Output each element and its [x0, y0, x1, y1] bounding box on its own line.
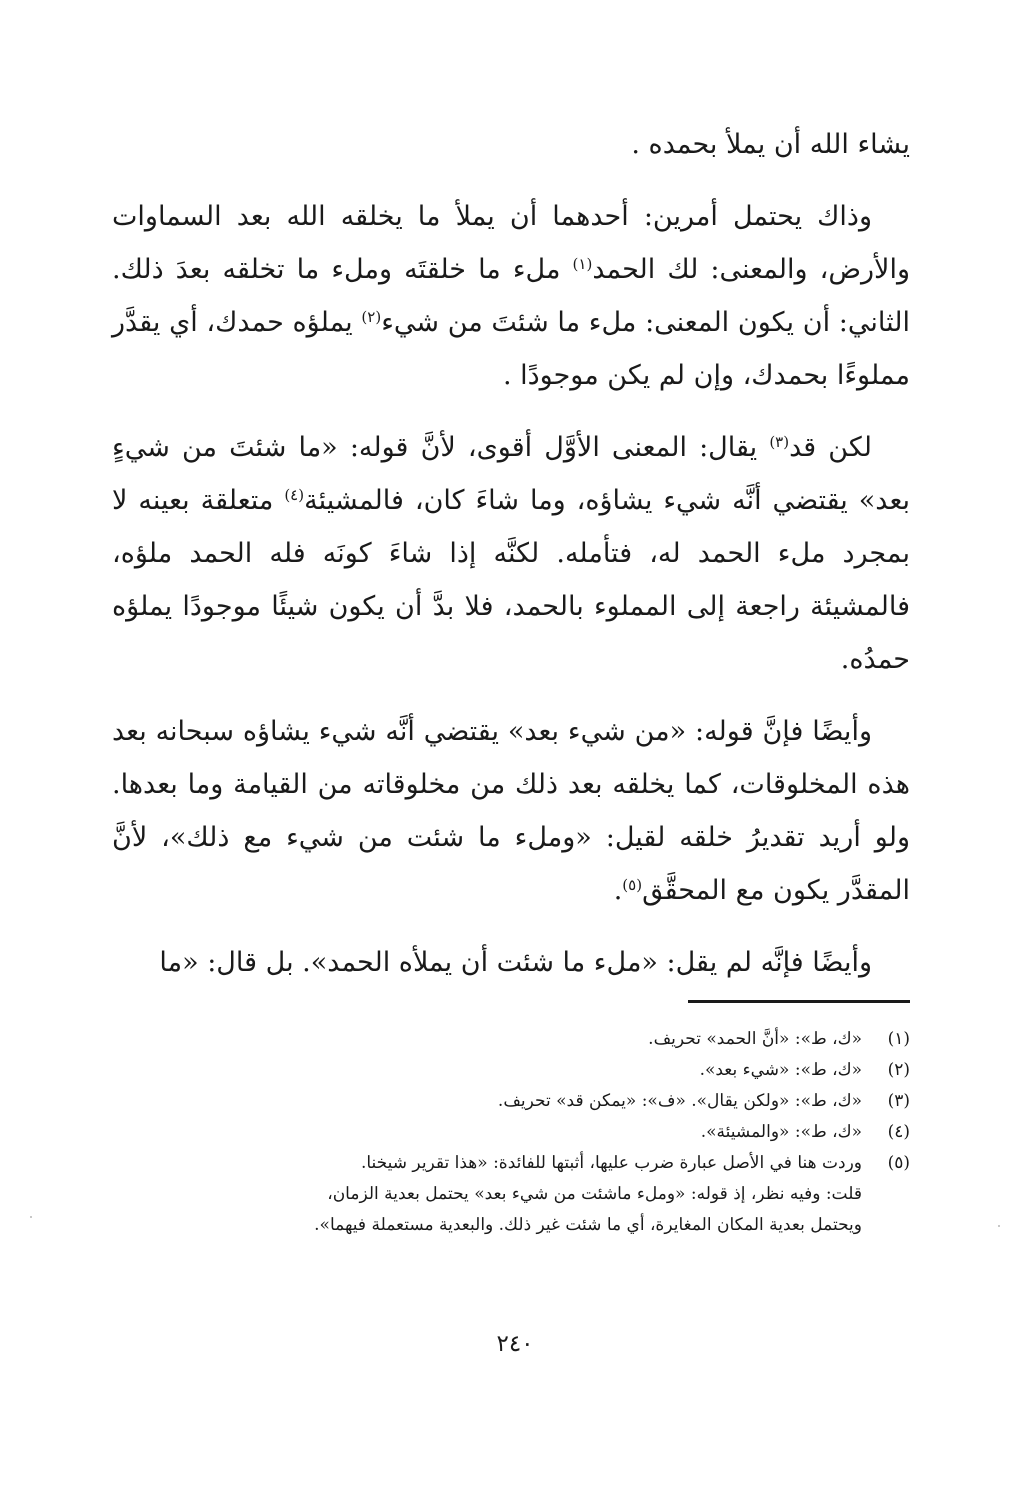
- scan-speck: [998, 1225, 1000, 1227]
- footnote-ref[interactable]: (٥): [622, 876, 643, 894]
- footnote-ref[interactable]: (٣): [769, 433, 790, 451]
- footnote: [112, 1117, 910, 1148]
- footnote-ref[interactable]: (٢): [361, 308, 382, 326]
- footnote-text: «ك، ط»: «شيء بعد».: [699, 1060, 862, 1080]
- footnote: [112, 1148, 910, 1241]
- footnote-number: (٤): [887, 1122, 910, 1142]
- page-number: ٢٤٠: [496, 1331, 534, 1357]
- footnote: [112, 1055, 910, 1086]
- footnote-number: (٥): [887, 1153, 910, 1173]
- footnote-number: (٣): [887, 1091, 910, 1111]
- footnote-number: (١): [887, 1029, 910, 1049]
- footnote-ref[interactable]: (٤): [284, 486, 305, 504]
- text-run: متعلقة بعينه لا بمجرد ملء الحمد له، فتأمله. لكنَّه إذا شاءَ كونَه فله الحمد ملؤه، فالمشيئة راجعة إلى المملوء بالحمد، فلا بدَّ أن يكون شيئًا موجودًا يملؤه حمدُه.: [112, 485, 910, 675]
- text-run: وأيضًا فإنَّه لم يقل: «ملء ما شئت أن يملأه الحمد». بل قال: «ما: [159, 947, 872, 978]
- footnote-ref[interactable]: (١): [572, 255, 593, 273]
- footnote-line: قلت: وفيه نظر، إذ قوله: «وملء ماشئت من شيء بعد» يحتمل بعدية الزمان،: [327, 1184, 862, 1204]
- text-run: وأيضًا فإنَّ قوله: «من شيء بعد» يقتضي أنَّه شيء يشاؤه سبحانه بعد هذه المخلوقات، كما يخلقه بعد ذلك من مخلوقاته من القيامة وما بعدها. ولو أريد تقديرُ خلقه لقيل: «وملء ما شئت من شيء مع ذلك»، لأنَّ المقدَّر يكون مع المحقَّق: [112, 716, 910, 906]
- footnote: [112, 1086, 910, 1117]
- text-run: وذاك يحتمل أمرين: أحدهما أن يملأ ما يخلقه الله بعد السماوات والأرض، والمعنى: لك الحمد: [112, 201, 910, 285]
- text-run: يقال: المعنى الأوَّل أقوى، لأنَّ قوله: «ما شئتَ من شيءٍ بعد» يقتضي أنَّه شيء يشاؤه، وما شاءَ كان، فالمشيئة: [112, 432, 910, 516]
- text-run: يملؤه حمدك، أي يقدَّر مملوءًا بحمدك، وإن لم يكن موجودًا .: [112, 307, 910, 391]
- footnote-text: [112, 1148, 862, 1241]
- paragraph: [112, 421, 910, 686]
- footnotes: [112, 1024, 910, 1241]
- footnote-text: «ك، ط»: «أنَّ الحمد» تحريف.: [648, 1029, 862, 1049]
- footnote-number: (٢): [887, 1060, 910, 1080]
- paragraph: [112, 190, 910, 402]
- text-run: لكن قد: [789, 432, 872, 463]
- paragraph: [112, 118, 910, 171]
- footnote-separator: [688, 1000, 910, 1003]
- footnote: [112, 1024, 910, 1055]
- paragraph: [112, 936, 910, 989]
- footnote-text: «ك، ط»: «والمشيئة».: [700, 1122, 862, 1142]
- footnote-line: وردت هنا في الأصل عبارة ضرب عليها، أثبتها للفائدة: «هذا تقرير شيخنا.: [360, 1153, 862, 1173]
- scan-speck: [30, 1216, 32, 1218]
- text-run: يشاء الله أن يملأ بحمده .: [631, 129, 910, 160]
- footnote-text: «ك، ط»: «ولكن يقال». «ف»: «يمكن قد» تحريف.: [497, 1091, 862, 1111]
- main-text: [112, 118, 910, 989]
- text-run: .: [613, 875, 623, 906]
- footnote-line: ويحتمل بعدية المكان المغايرة، أي ما شئت غير ذلك. والبعدية مستعملة فيهما».: [314, 1215, 862, 1235]
- paragraph: [112, 705, 910, 917]
- text-run: ملء ما خلقتَه وملء ما تخلقه بعدَ ذلك. الثاني: أن يكون المعنى: ملء ما شئتَ من شيء: [112, 254, 910, 338]
